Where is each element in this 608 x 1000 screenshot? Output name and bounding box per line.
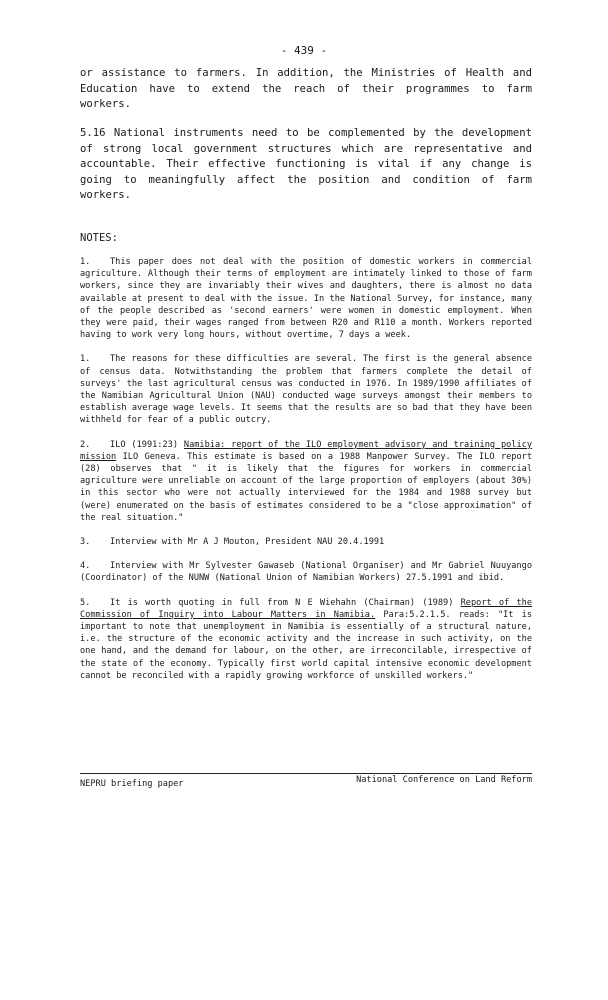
footer-right-label: National Conference on Land Reform: [356, 775, 532, 785]
note-text: The reasons for these difficulties are several. The first is the general absence of census data. Notwithstanding the problem that farmers complete the detail of surveys' the last agricultural census was conducted in 1976. In 1989/1990 affiliates of the Namibian Agricultural Union (NAU) conducted wage surveys amongst their members to establish average wage levels. It seems that the results are so bad that they have been withheld for fear of a public outcry.: [80, 354, 532, 426]
page-number: - 439 -: [280, 44, 328, 57]
note-text-prefix: It is worth quoting in full from N E Wiehahn (Chairman) (1989): [110, 597, 461, 608]
note-citation-title: Namibia: report of the ILO employment advisory and training policy mission: [80, 439, 532, 462]
note-number: 5.: [80, 597, 91, 608]
note-number: 1.: [80, 354, 91, 365]
notes-list: [80, 256, 532, 694]
note-number: 3.: [80, 537, 91, 548]
footer-divider: [80, 773, 532, 774]
note-item: [80, 560, 532, 584]
note-number: 4.: [80, 561, 91, 572]
note-number: 2.: [80, 439, 91, 450]
footer-left-label: NEPRU briefing paper: [80, 779, 184, 789]
note-item: [80, 439, 532, 524]
note-item: [80, 536, 532, 548]
note-text: Interview with Mr A J Mouton, President NAU 20.4.1991: [110, 537, 385, 548]
body-paragraph-1: or assistance to farmers. In addition, the Ministries of Health and Education have to extend the reach of their programmes to farm workers.: [80, 67, 532, 111]
note-item: [80, 256, 532, 341]
note-citation-title: Report of the Commission of Inquiry into Labour Matters in Namibia.: [80, 597, 532, 620]
note-number: 1.: [80, 257, 91, 267]
note-text-suffix: Para:5.2.1.5. reads: "It is important to note that unemployment in Namibia is essentially of a structural nature, i.e. the structure of the economic activity and the increase in such activity, on the one hand, and the demand for labour, on the other, are irreconcilable, irrespective of the state of the economy. Typically first world capital intensive economic development cannot be reconciled with a rapidly growing workforce of unskilled workers.": [80, 609, 532, 681]
note-item: [80, 353, 532, 426]
notes-heading: NOTES:: [80, 232, 118, 244]
note-text: Interview with Mr Sylvester Gawaseb (National Organiser) and Mr Gabriel Nuuyango (Coordinator) of the NUNW (National Union of Namibian Workers) 27.5.1991 and ibid.: [80, 561, 532, 584]
note-text-prefix: ILO (1991:23): [110, 439, 184, 450]
body-paragraph-5-16: 5.16 National instruments need to be complemented by the development of strong local government structures which are representative and accountable. Their effective functioning is vital if any change is going to meaningfully affect the position and condition of farm workers.: [80, 127, 532, 202]
note-item: [80, 597, 532, 682]
note-text: This paper does not deal with the position of domestic workers in commercial agriculture. Although their terms of employment are intimately linked to those of farm workers, since they are invariably their wives and daughters, there is almost no data available at present to deal with the issue. In the National Survey, for instance, many of the people described as 'second earners' were women in domestic employment. When they were paid, their wages ranged from between R20 and R110 a month. Workers reported having to work very long hours, without overtime, 7 days a week.: [80, 257, 532, 341]
note-text-suffix: ILO Geneva. This estimate is based on a 1988 Manpower Survey. The ILO report (28) observes that " it is likely that the figures for workers in commercial agriculture were unreliable on account of the large proportion of employers (about 30%) in this sector who were not actually interviewed for the 1984 and 1988 survey but (were) enumerated on the basis of estimates considered to be a "close approximation" of the real situation.": [80, 451, 532, 523]
